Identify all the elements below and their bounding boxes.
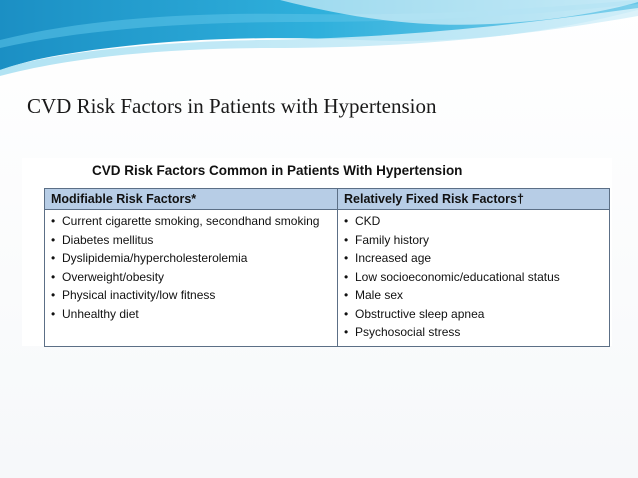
modifiable-list xyxy=(51,212,331,323)
fixed-list xyxy=(344,212,603,342)
list-item: • Dyslipidemia/hypercholesterolemia xyxy=(51,249,331,268)
list-item: • Obstructive sleep apnea xyxy=(344,305,603,324)
table-caption: CVD Risk Factors Common in Patients With Hypertension xyxy=(92,163,463,178)
list-item: • Unhealthy diet xyxy=(51,305,331,324)
list-item: • Low socioeconomic/educational status xyxy=(344,268,603,287)
list-item: • Psychosocial stress xyxy=(344,323,603,342)
list-item: • Current cigarette smoking, secondhand smoking xyxy=(51,212,331,231)
header-fixed: Relatively Fixed Risk Factors† xyxy=(338,189,610,210)
list-item: • Physical inactivity/low fitness xyxy=(51,286,331,305)
modifiable-cell xyxy=(45,210,338,347)
table-row xyxy=(45,210,610,347)
list-item: • Overweight/obesity xyxy=(51,268,331,287)
risk-factors-table xyxy=(44,188,610,347)
header-wave-decoration xyxy=(0,0,638,80)
list-item: • Diabetes mellitus xyxy=(51,231,331,250)
slide-title: CVD Risk Factors in Patients with Hypertension xyxy=(27,94,437,118)
header-modifiable: Modifiable Risk Factors* xyxy=(45,189,338,210)
list-item: • Male sex xyxy=(344,286,603,305)
fixed-cell xyxy=(338,210,610,347)
table-header-row xyxy=(45,189,610,210)
list-item: • Family history xyxy=(344,231,603,250)
list-item: • CKD xyxy=(344,212,603,231)
list-item: • Increased age xyxy=(344,249,603,268)
table-figure xyxy=(22,158,612,346)
